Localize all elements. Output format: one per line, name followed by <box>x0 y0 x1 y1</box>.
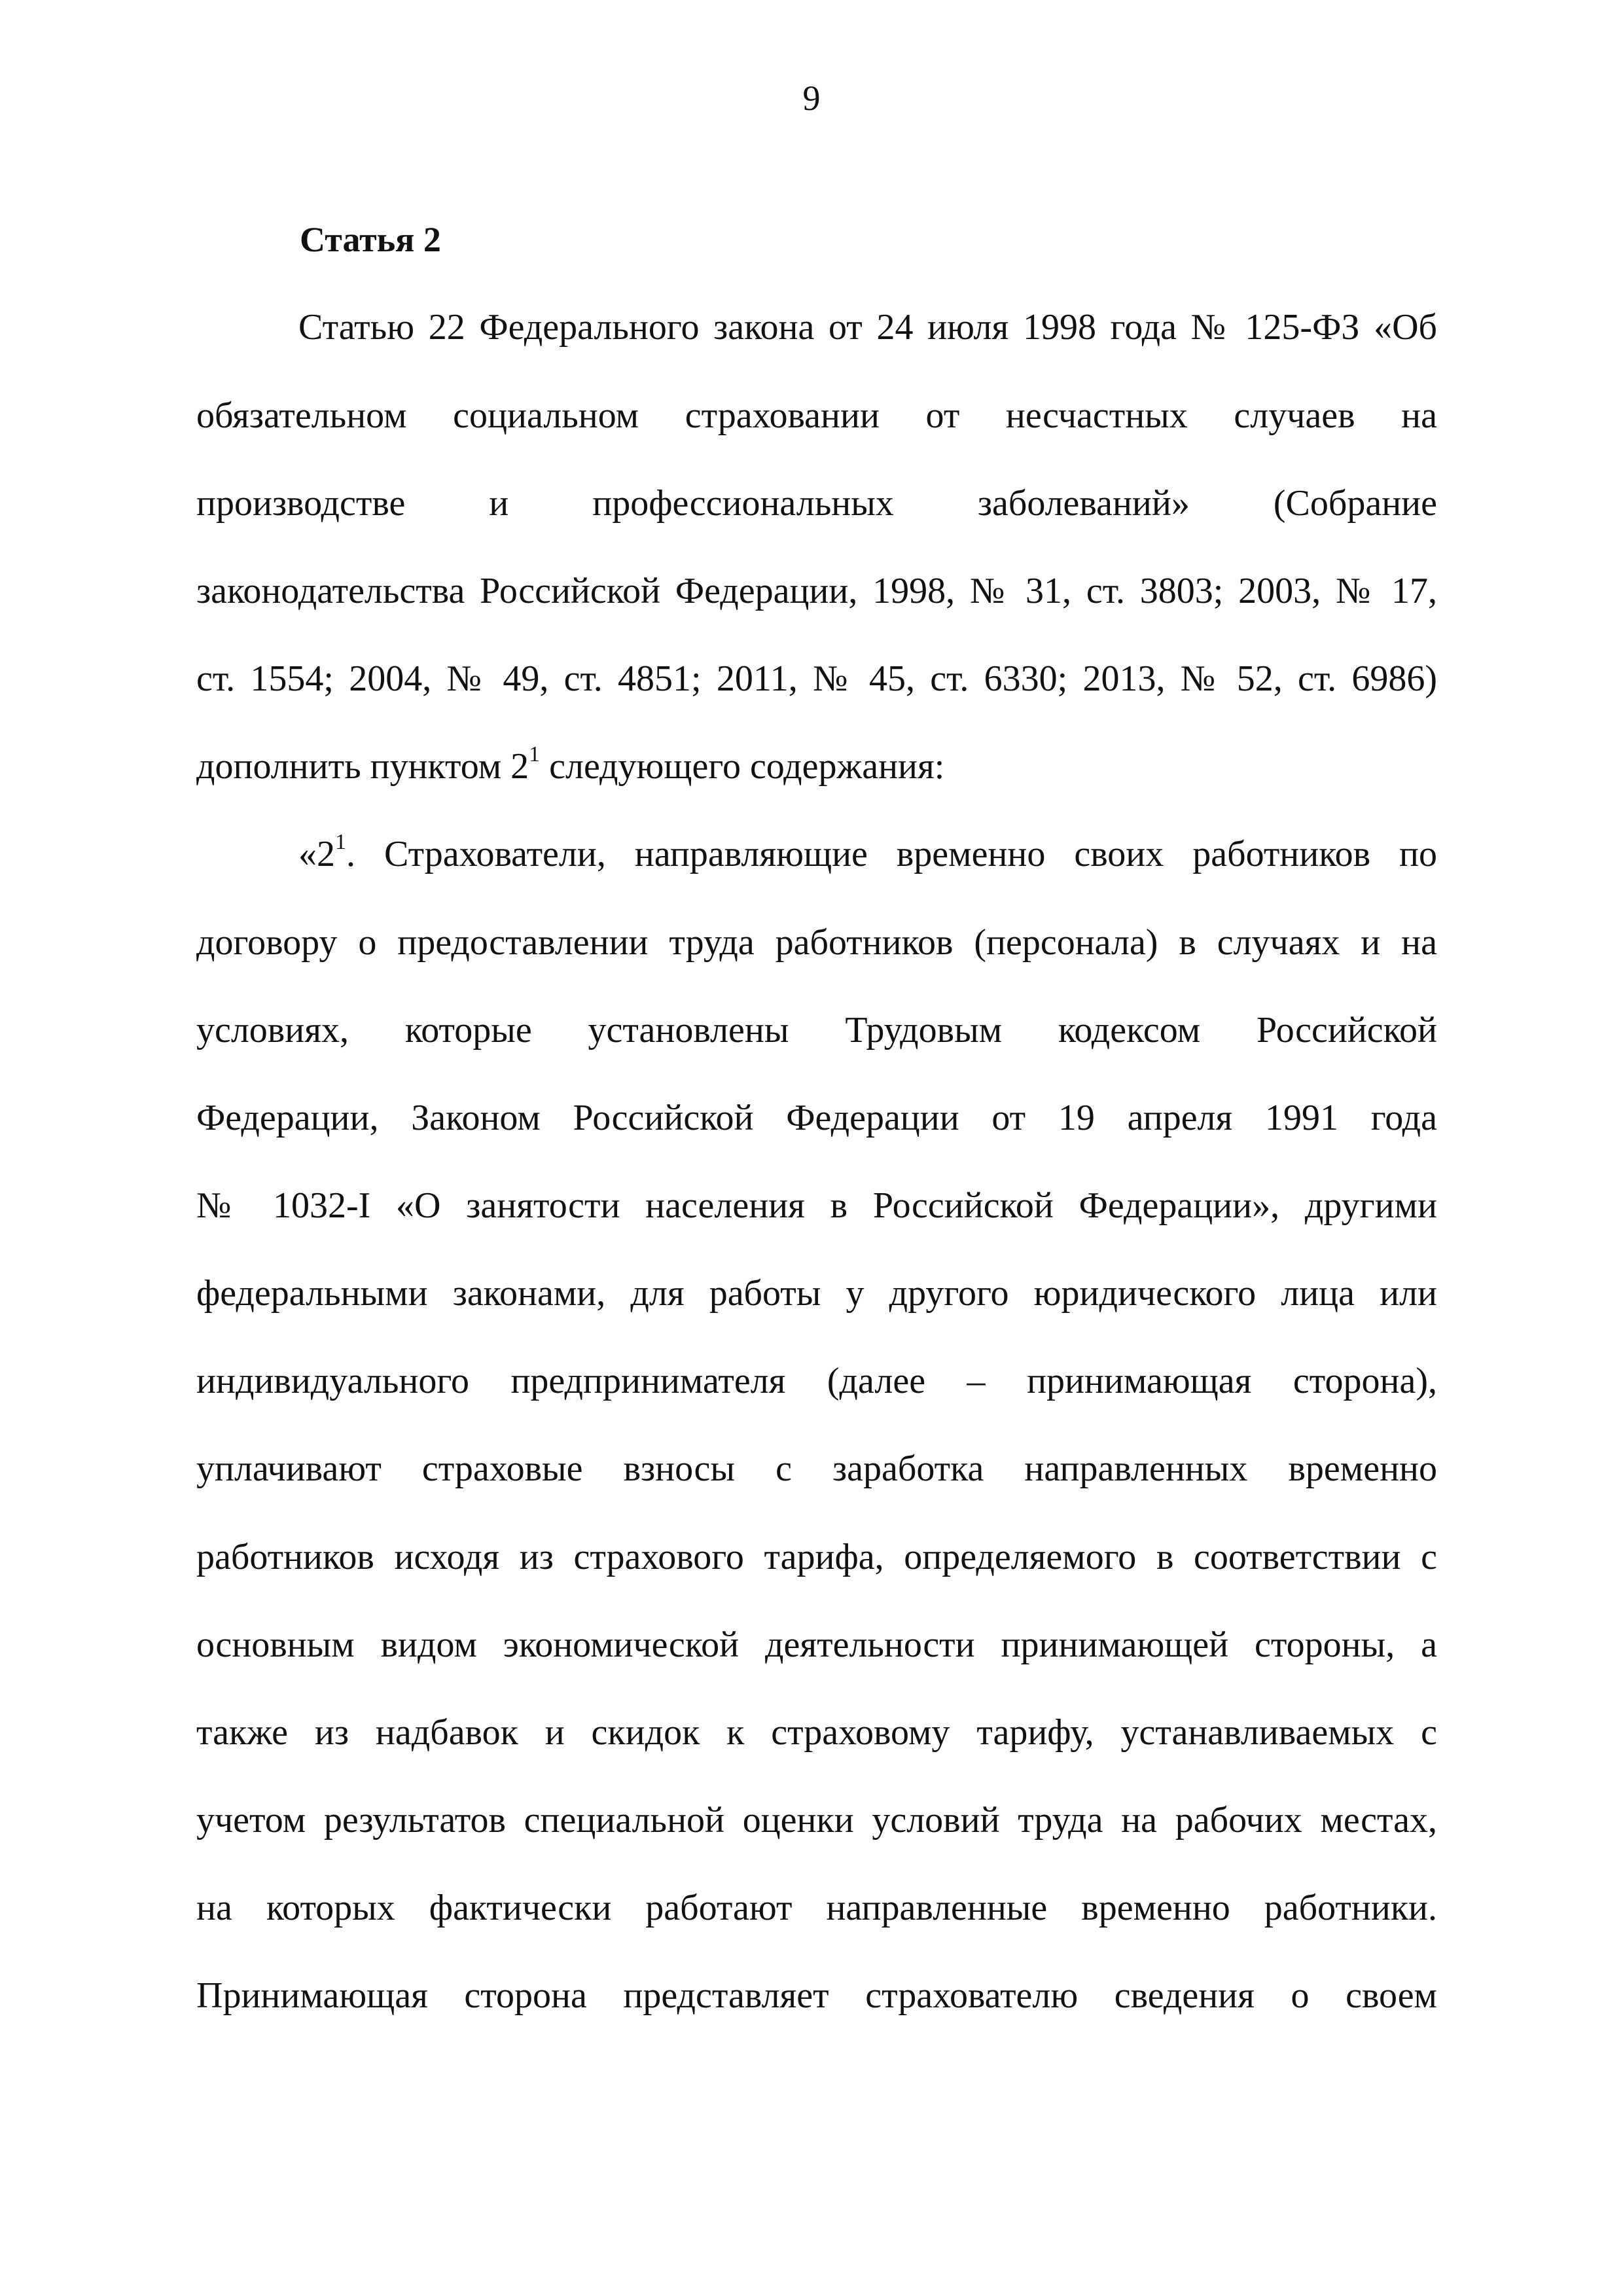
paragraph-2-line-7: индивидуального предпринимателя (далее – принимающая сторона), <box>196 1361 1437 1401</box>
paragraph-2-line-4: Федерации, Законом Российской Федерации от 19 апреля 1991 года <box>196 1098 1437 1138</box>
paragraph-1-line-6-end: следующего содержания: <box>540 746 945 787</box>
paragraph-1-line-4: законодательства Российской Федерации, 1998, № 31, ст. 3803; 2003, № 17, <box>196 571 1437 611</box>
paragraph-2-line-3: условиях, которые установлены Трудовым кодексом Российской <box>196 1010 1437 1050</box>
paragraph-1-line-6-start: дополнить пунктом 2 <box>196 746 529 787</box>
paragraph-2-line-9: работников исходя из страхового тарифа, определяемого в соответствии с <box>196 1537 1437 1577</box>
paragraph-1-line-5: ст. 1554; 2004, № 49, ст. 4851; 2011, № 45, ст. 6330; 2013, № 52, ст. 6986) <box>196 658 1437 699</box>
paragraph-1-line-3: производстве и профессиональных заболеваний» (Собрание <box>196 483 1437 524</box>
paragraph-2-line-1-end: . Страхователи, направляющие временно своих работников по <box>346 834 1437 874</box>
superscript-1: 1 <box>335 830 346 855</box>
article-heading: Статья 2 <box>300 220 441 259</box>
paragraph-2-line-13: на которых фактически работают направленные временно работники. <box>196 1888 1437 1928</box>
page-number: 9 <box>802 79 821 118</box>
paragraph-2-line-10: основным видом экономической деятельности принимающей стороны, а <box>196 1624 1437 1665</box>
paragraph-1-line-6 <box>196 742 1437 787</box>
paragraph-1-line-1: Статью 22 Федерального закона от 24 июля 1998 года № 125-ФЗ «Об <box>298 307 1437 348</box>
paragraph-2-line-1 <box>298 830 1437 875</box>
paragraph-2-line-11: также из надбавок и скидок к страховому тарифу, устанавливаемых с <box>196 1712 1437 1753</box>
paragraph-2-line-14: Принимающая сторона представляет страхователю сведения о своем <box>196 1975 1437 2016</box>
paragraph-2-line-12: учетом результатов специальной оценки условий труда на рабочих местах, <box>196 1800 1437 1840</box>
paragraph-2-line-1-start: «2 <box>298 834 335 874</box>
superscript-1: 1 <box>529 742 541 767</box>
paragraph-1-line-2: обязательном социальном страховании от несчастных случаев на <box>196 395 1437 436</box>
paragraph-2-line-5: № 1032-I «О занятости населения в Российской Федерации», другими <box>196 1185 1437 1226</box>
paragraph-2-line-6: федеральными законами, для работы у другого юридического лица или <box>196 1273 1437 1314</box>
paragraph-2-line-8: уплачивают страховые взносы с заработка направленных временно <box>196 1448 1437 1489</box>
paragraph-2-line-2: договору о предоставлении труда работников (персонала) в случаях и на <box>196 922 1437 963</box>
